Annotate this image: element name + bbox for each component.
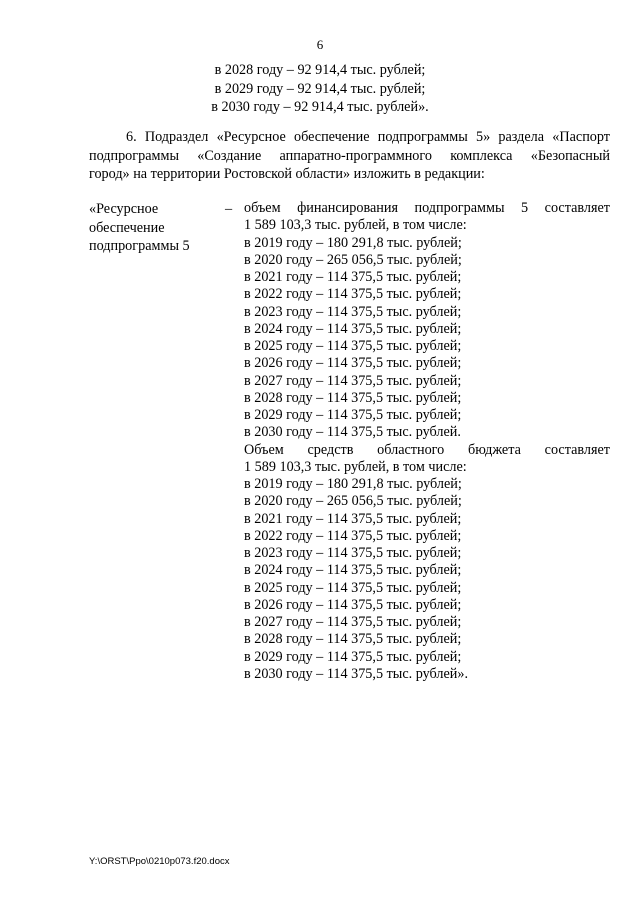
funding-total-2: 1 589 103,3 тыс. рублей, в том числе: xyxy=(244,458,467,475)
top-year-line: в 2029 году – 92 914,4 тыс. рублей; xyxy=(214,80,426,97)
budget-year-line: в 2027 году – 114 375,5 тыс. рублей; xyxy=(244,614,462,630)
top-year-list xyxy=(0,61,640,117)
paragraph-line: город» на территории Ростовской области» изложить в редакции: xyxy=(89,166,485,182)
budget-year-line: в 2020 году – 265 056,5 тыс. рублей; xyxy=(244,493,462,510)
funding-year-line: в 2029 году – 114 375,5 тыс. рублей; xyxy=(244,407,462,423)
funding-intro-2: Объем средств областного бюджета составляет xyxy=(244,441,610,458)
paragraph-line: 6. Подраздел «Ресурсное обеспечение подпрограммы 5» раздела «Паспорт xyxy=(126,129,610,145)
footer-file-path: Y:\ORST\Ppo\0210p073.f20.docx xyxy=(89,856,230,867)
funding-year-line: в 2019 году – 180 291,8 тыс. рублей; xyxy=(244,234,462,251)
paragraph-line: подпрограммы «Создание аппаратно-программного комплекса «Безопасный xyxy=(89,147,610,164)
label-line: обеспечение xyxy=(89,219,165,236)
dash-separator: – xyxy=(225,201,233,217)
funding-intro-1: объем финансирования подпрограммы 5 составляет xyxy=(244,200,610,216)
funding-total-1: 1 589 103,3 тыс. рублей, в том числе: xyxy=(244,217,467,234)
funding-year-line: в 2030 году – 114 375,5 тыс. рублей. xyxy=(244,424,461,441)
funding-details xyxy=(244,200,610,683)
funding-year-line: в 2021 году – 114 375,5 тыс. рублей; xyxy=(244,269,462,285)
budget-year-line: в 2024 году – 114 375,5 тыс. рублей; xyxy=(244,562,462,579)
top-year-line: в 2030 году – 92 914,4 тыс. рублей». xyxy=(211,99,429,115)
funding-year-line: в 2025 году – 114 375,5 тыс. рублей; xyxy=(244,338,462,354)
funding-year-line: в 2024 году – 114 375,5 тыс. рублей; xyxy=(244,320,462,337)
budget-year-line: в 2025 году – 114 375,5 тыс. рублей; xyxy=(244,579,462,596)
top-year-line: в 2028 году – 92 914,4 тыс. рублей; xyxy=(214,62,426,78)
label-line: «Ресурсное xyxy=(89,201,159,217)
budget-year-line: в 2019 году – 180 291,8 тыс. рублей; xyxy=(244,476,462,492)
budget-year-line: в 2026 году – 114 375,5 тыс. рублей; xyxy=(244,596,462,613)
page-number: 6 xyxy=(316,37,324,52)
budget-year-line: в 2023 году – 114 375,5 тыс. рублей; xyxy=(244,545,462,561)
budget-year-line: в 2021 году – 114 375,5 тыс. рублей; xyxy=(244,510,462,527)
budget-year-line: в 2022 году – 114 375,5 тыс. рублей; xyxy=(244,527,462,544)
funding-year-line: в 2027 году – 114 375,5 тыс. рублей; xyxy=(244,372,462,389)
funding-year-line: в 2023 году – 114 375,5 тыс. рублей; xyxy=(244,303,462,320)
label-line: подпрограммы 5 xyxy=(89,238,190,254)
funding-year-line: в 2028 году – 114 375,5 тыс. рублей; xyxy=(244,389,462,406)
resource-label xyxy=(89,200,190,256)
budget-year-line: в 2030 году – 114 375,5 тыс. рублей». xyxy=(244,665,468,682)
funding-year-line: в 2020 году – 265 056,5 тыс. рублей; xyxy=(244,251,462,268)
funding-year-line: в 2022 году – 114 375,5 тыс. рублей; xyxy=(244,286,462,303)
funding-year-line: в 2026 году – 114 375,5 тыс. рублей; xyxy=(244,355,462,372)
budget-year-line: в 2028 году – 114 375,5 тыс. рублей; xyxy=(244,631,462,648)
budget-year-line: в 2029 году – 114 375,5 тыс. рублей; xyxy=(244,648,462,665)
amendment-paragraph xyxy=(89,128,610,184)
